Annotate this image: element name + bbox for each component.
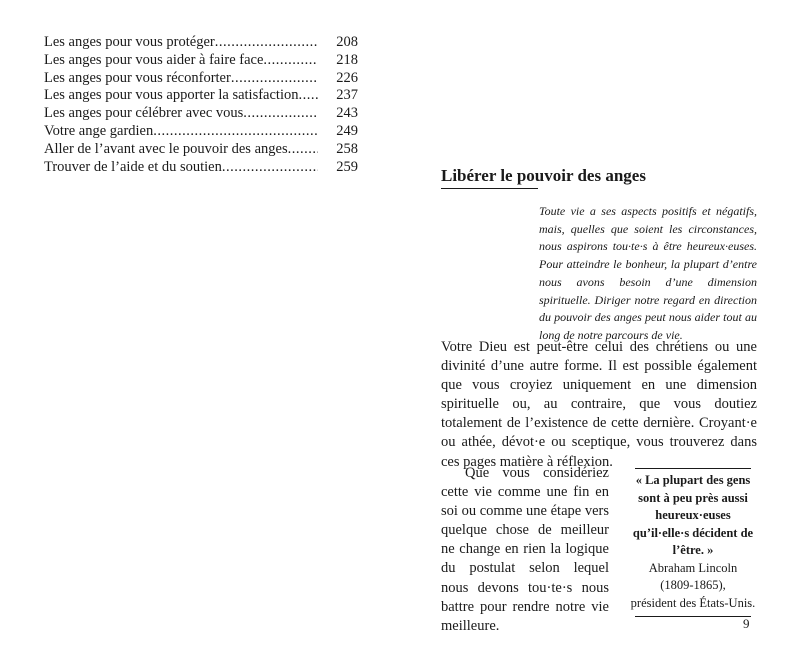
toc-list — [44, 34, 358, 176]
toc-entry — [44, 105, 358, 123]
toc-entry-page: 249 — [336, 122, 358, 139]
toc-entry-page: 243 — [336, 105, 358, 122]
toc-entry-label: Trouver de l’aide et du soutien — [44, 158, 222, 175]
quote-author: Abraham Lincoln — [648, 560, 738, 575]
chapter-title: Libérer le pouvoir des anges — [441, 166, 646, 185]
quote-author-dates: (1809-1865), — [660, 578, 726, 592]
toc-entry-label: Les anges pour vous réconforter — [44, 69, 231, 86]
quote-top-rule — [635, 468, 751, 469]
toc-entry — [44, 141, 358, 159]
toc-entry-page: 237 — [336, 87, 358, 104]
quote-author-role: président des États-Unis. — [630, 595, 756, 610]
toc-leader-dots — [298, 87, 318, 105]
toc-entry-page: 259 — [336, 158, 358, 175]
toc-entry-label: Votre ange gardien — [44, 122, 154, 139]
toc-entry-page: 208 — [336, 34, 358, 50]
title-underline — [441, 188, 538, 189]
sidebar-quote — [627, 468, 759, 617]
toc-entry — [44, 123, 358, 141]
toc-leader-dots — [243, 105, 318, 123]
toc-entry-label: Les anges pour célébrer avec vous — [44, 105, 244, 122]
toc-leader-dots — [222, 159, 318, 177]
toc-entry — [44, 70, 358, 88]
toc-entry-page: 226 — [336, 69, 358, 86]
toc-leader-dots — [288, 141, 318, 159]
toc-entry-label: Les anges pour vous apporter la satisfaction — [44, 87, 299, 104]
body-paragraph-2: Que vous considériez cette vie comme une fin en soi ou comme une étape vers quelque chose de meilleur ne change en rien la logique du postulat selon lequel nous devons tou·te·s nous battre pour rendre notre vie meilleure. — [441, 465, 609, 634]
toc-leader-dots — [263, 52, 318, 70]
toc-entry — [44, 87, 358, 105]
quote-text: « La plupart des gens sont à peu près aussi heureux·euses qu’il·elle·s décident de l’être. » — [632, 473, 754, 557]
chapter-epigraph: Toute vie a ses aspects positifs et négatifs, mais, quelles que soient les circonstances, nous aspirons tou·te·s à être heureux·euses. Pour atteindre le bonheur, la plupart d’entre nous avons besoin d’une dimension spirituelle. Diriger notre regard en direction du pouvoir des anges peut nous aider tout au long de notre parcours de vie. — [539, 204, 757, 342]
toc-leader-dots — [215, 34, 318, 52]
toc-entry-label: Aller de l’avant avec le pouvoir des anges — [44, 140, 288, 157]
toc-leader-dots — [231, 70, 318, 88]
toc-leader-dots — [153, 123, 318, 141]
quote-bottom-rule — [635, 616, 751, 617]
toc-entry-page: 258 — [336, 140, 358, 157]
toc-entry-label: Les anges pour vous aider à faire face — [44, 51, 264, 68]
toc-entry-label: Les anges pour vous protéger — [44, 34, 215, 50]
toc-entry — [44, 52, 358, 70]
toc-entry — [44, 159, 358, 177]
body-paragraph-1: Votre Dieu est peut-être celui des chrétiens ou une divinité d’une autre forme. Il est possible également que vous croyiez uniquement en une dimension spirituelle ou, au contraire, que vous doutiez totalement de l’existence de cette dernière. Croyant·e ou athée, dévot·e ou sceptique, vous trouverez dans ces pages matière à réflexion. — [441, 339, 757, 470]
toc-entry — [44, 34, 358, 52]
page-number: 9 — [743, 616, 750, 631]
toc-entry-page: 218 — [336, 51, 358, 68]
